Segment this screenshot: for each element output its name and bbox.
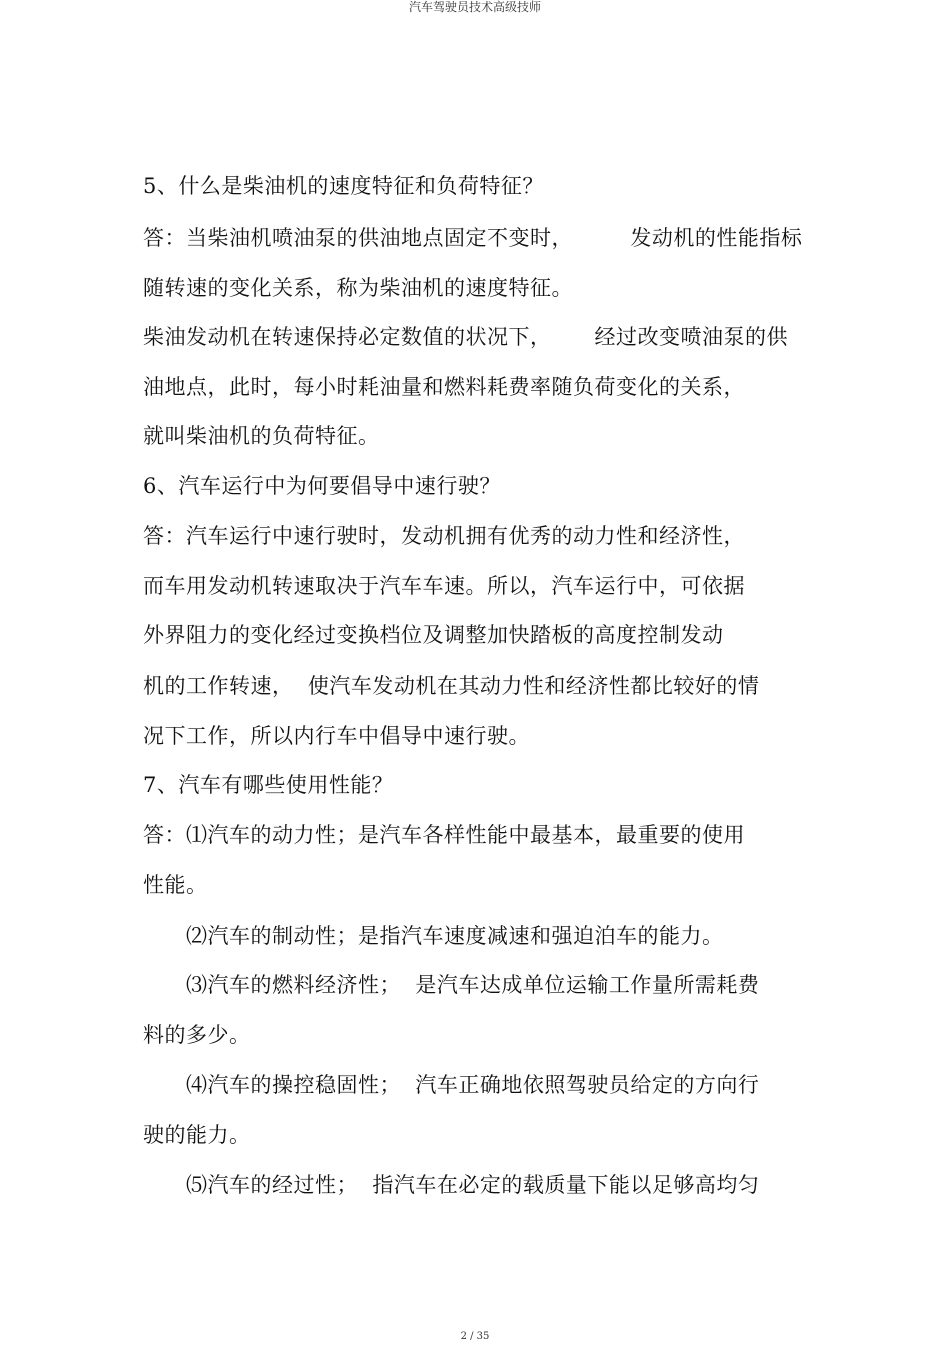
answer-line: 随转速的变化关系，称为柴油机的速度特征。 [143,276,573,300]
answer-line: 柴油发动机在转速保持必定数值的状况下， 经过改变喷油泵的供 [143,325,789,349]
page-number: 2 / 35 [460,1331,490,1342]
answer-line: 况下工作，所以内行车中倡导中速行驶。 [143,724,530,748]
answer-line: 性能。 [143,873,208,897]
answer-line: 答：⑴汽车的动力性；是汽车各样性能中最基本，最重要的使用 [143,823,745,847]
question-5: 5、什么是柴油机的速度特征和负荷特征？ [143,174,544,198]
answer-item: ⑶汽车的燃料经济性； 是汽车达成单位运输工作量所需耗费 [186,973,760,997]
answer-line: 驶的能力。 [143,1123,251,1147]
answer-line: 机的工作转速， 使汽车发动机在其动力性和经济性都比较好的情 [143,674,760,698]
answer-item: ⑸汽车的经过性； 指汽车在必定的载质量下能以足够高均匀 [186,1173,760,1197]
question-6: 6、汽车运行中为何要倡导中速行驶？ [143,474,501,498]
answer-line: 油地点，此时，每小时耗油量和燃料耗费率随负荷变化的关系， [143,375,745,399]
page-header: 汽车驾驶员技术高级技师 [408,0,541,14]
answer-line: 料的多少。 [143,1023,251,1047]
answer-line: 就叫柴油机的负荷特征。 [143,424,380,448]
question-7: 7、汽车有哪些使用性能？ [143,773,394,797]
answer-item: ⑷汽车的操控稳固性； 汽车正确地依照驾驶员给定的方向行 [186,1073,760,1097]
answer-line: 答：汽车运行中速行驶时，发动机拥有优秀的动力性和经济性， [143,524,745,548]
answer-line: 答：当柴油机喷油泵的供油地点固定不变时， 发动机的性能指标 [143,226,803,250]
answer-item: ⑵汽车的制动性；是指汽车速度减速和强迫泊车的能力。 [186,924,724,948]
answer-line: 外界阻力的变化经过变换档位及调整加快踏板的高度控制发动 [143,623,724,647]
answer-line: 而车用发动机转速取决于汽车车速。所以，汽车运行中，可依据 [143,574,745,598]
